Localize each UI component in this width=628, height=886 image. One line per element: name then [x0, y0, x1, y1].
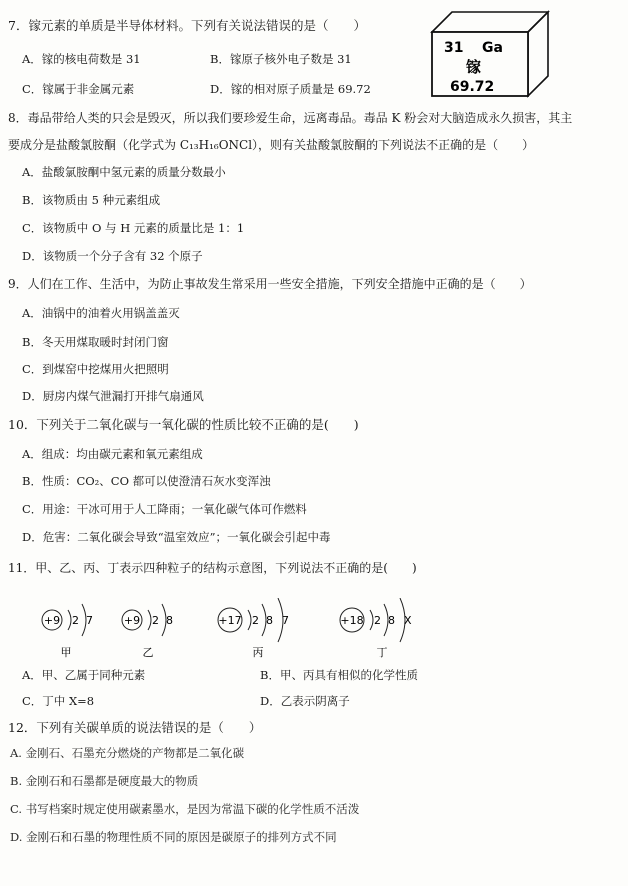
question-10-stem: 10．下列关于二氧化碳与一氧化碳的性质比较不正确的是( ): [8, 417, 359, 432]
q9-option-d: D．厨房内煤气泄漏打开排气扇通风: [22, 389, 204, 403]
atom-jia-nucleus: +9: [43, 614, 61, 627]
q9-option-a: A．油锅中的油着火用锅盖盖灭: [22, 306, 180, 320]
q7-option-c: C．镓属于非金属元素: [22, 82, 135, 96]
q10-option-b: B．性质：CO₂、CO 都可以使澄清石灰水变浑浊: [22, 474, 271, 488]
q12-option-c: C. 书写档案时规定使用碳素墨水，是因为常温下碳的化学性质不活泼: [10, 802, 360, 816]
atom-ding-diagram: [340, 598, 412, 659]
q7-option-b: B．镓原子核外电子数是 31: [210, 52, 352, 66]
atom-ding-label: 丁: [376, 646, 388, 659]
atom-ding-shell-1: 2: [374, 614, 381, 627]
q10-option-d: D．危害：二氧化碳会导致“温室效应”；一氧化碳会引起中毒: [22, 530, 331, 544]
question-12-stem: 12．下列有关碳单质的说法错误的是（ ）: [8, 720, 262, 735]
q11-option-c: C．丁中 X=8: [22, 694, 95, 708]
question-8-stem-line2: 要成分是盐酸氯胺酮（化学式为 C₁₃H₁₆ONCl），则有关盐酸氯胺酮的下列说法不正确的是（ ）: [8, 138, 535, 152]
atom-jia-label: 甲: [60, 646, 72, 659]
ga-name: 镓: [466, 58, 482, 76]
q8-option-c: C．该物质中 O 与 H 元素的质量比是 1：1: [22, 221, 245, 235]
ga-symbol: Ga: [482, 40, 503, 56]
atom-yi-nucleus: +9: [123, 614, 141, 627]
q10-option-a: A．组成：均由碳元素和氧元素组成: [22, 447, 203, 461]
q9-option-c: C．到煤窑中挖煤用火把照明: [22, 362, 169, 376]
particle-structure-diagrams: [30, 598, 460, 660]
q8-option-d: D．该物质一个分子含有 32 个原子: [22, 249, 203, 263]
question-9-stem: 9．人们在工作、生活中，为防止事故发生常采用一些安全措施，下列安全措施中正确的是（ ）: [8, 277, 532, 291]
q11-option-b: B．甲、丙具有相似的化学性质: [260, 668, 418, 682]
question-8-stem-line1: 8．毒品带给人类的只会是毁灭，所以我们要珍爱生命，远离毒品。毒品 K 粉会对大脑造成永久损害，其主: [8, 111, 573, 125]
q11-option-a: A．甲、乙属于同种元素: [22, 668, 146, 682]
q7-option-a: A．镓的核电荷数是 31: [22, 52, 141, 66]
atom-bing-shell-3: 7: [282, 614, 289, 627]
q11-option-d: D．乙表示阴离子: [260, 694, 350, 708]
q10-option-c: C．用途：干冰可用于人工降雨；一氧化碳气体可作燃料: [22, 502, 307, 516]
gallium-element-card: [430, 10, 550, 100]
atom-yi-shell-1: 2: [152, 614, 159, 627]
q12-option-a: A. 金刚石、石墨充分燃烧的产物都是二氧化碳: [10, 746, 245, 760]
atom-jia-shell-1: 2: [72, 614, 79, 627]
atom-ding-shell-3: X: [404, 614, 412, 627]
atom-yi-shell-2: 8: [166, 614, 173, 627]
question-7-stem: 7．镓元素的单质是半导体材料。下列有关说法错误的是（ ）: [8, 18, 366, 33]
ga-atomic-number: 31: [444, 40, 464, 56]
atom-ding-shell-2: 8: [388, 614, 395, 627]
atom-jia-shell-2: 7: [86, 614, 93, 627]
atom-bing-nucleus: +17: [218, 614, 242, 627]
atom-jia-diagram: [42, 604, 93, 659]
q7-option-d: D．镓的相对原子质量是 69.72: [210, 82, 371, 96]
q12-option-d: D. 金刚石和石墨的物理性质不同的原因是碳原子的排列方式不同: [10, 830, 337, 844]
atom-bing-diagram: [218, 598, 289, 659]
atom-yi-label: 乙: [142, 646, 154, 659]
q8-option-a: A．盐酸氯胺酮中氢元素的质量分数最小: [22, 165, 226, 179]
ga-mass: 69.72: [450, 79, 495, 95]
atom-bing-shell-2: 8: [266, 614, 273, 627]
q12-option-b: B. 金刚石和石墨都是硬度最大的物质: [10, 774, 199, 788]
atom-ding-nucleus: +18: [340, 614, 364, 627]
q8-option-b: B．该物质由 5 种元素组成: [22, 193, 161, 207]
atom-bing-shell-1: 2: [252, 614, 259, 627]
question-11-stem: 11．甲、乙、丙、丁表示四种粒子的结构示意图，下列说法不正确的是( ): [8, 561, 417, 575]
q9-option-b: B．冬天用煤取暖时封闭门窗: [22, 335, 169, 349]
atom-yi-diagram: [122, 604, 173, 659]
atom-bing-label: 丙: [252, 646, 264, 659]
